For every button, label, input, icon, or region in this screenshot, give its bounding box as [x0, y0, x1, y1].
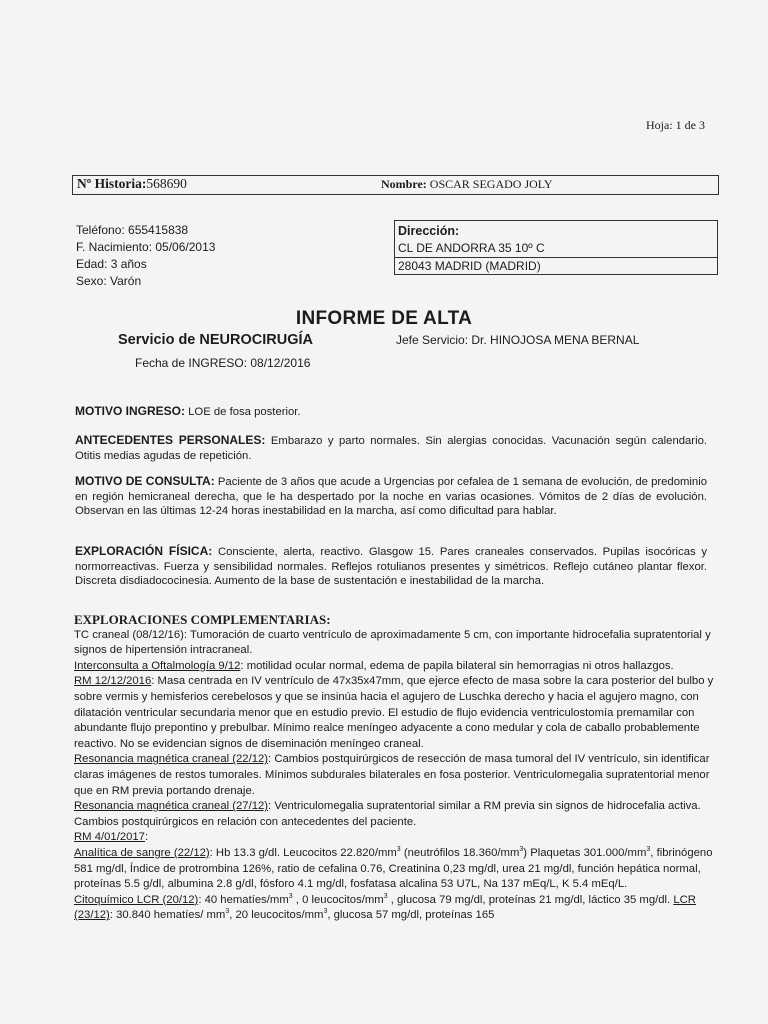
rm-22-12-text: : Cambios postquirúrgicos de resección de masa tumoral del IV ventrículo, sin identificar claras imágenes de restos tumorales. Mínimos subdurales bilaterales en fosa posterior. Ventriculomegalia supratentorial menor que en RM previa portando drenaje.	[74, 753, 710, 797]
patient-details	[76, 222, 215, 290]
address-label: Dirección:	[398, 224, 460, 238]
rm-27-12-text: : Ventriculomegalia supratentorial similar a RM previa sin signos de hidrocefalia activa. Cambios postquirúrgicos en relación con antecedentes del paciente.	[74, 800, 701, 828]
nombre-value: OSCAR SEGADO JOLY	[429, 177, 553, 191]
historia-value: 568690	[146, 176, 187, 191]
rm-12-12-label: RM 12/12/2016	[74, 675, 152, 688]
telefono: Teléfono: 655415838	[76, 223, 189, 237]
antecedentes-section	[75, 433, 707, 463]
citoquimico-label: Citoquímico LCR (20/12)	[74, 893, 199, 906]
superscript: 3	[225, 908, 230, 916]
nombre-label: Nombre:	[381, 177, 427, 191]
address-divider	[395, 257, 717, 258]
lcr-label: LCR (23/12)	[74, 893, 696, 922]
historia-field	[77, 176, 187, 192]
sexo: Sexo: Varón	[76, 274, 142, 288]
tc-craneal: TC craneal (08/12/16): Tumoración de cuarto ventrículo de aproximadamente 5 cm, con importante hidrocefalia supratentorial y signos de hipertensión intracraneal.	[74, 628, 711, 657]
oftalmologia-label: Interconsulta a Oftalmología 9/12	[74, 659, 241, 672]
service-chief: Jefe Servicio: Dr. HINOJOSA MENA BERNAL	[396, 333, 640, 347]
analitica-text-b: (neutrófilos 18.360/mm	[400, 846, 520, 859]
analitica-text-c: ) Plaquetas 301.000/mm	[523, 846, 647, 859]
superscript: 3	[396, 846, 401, 854]
exploracion-label: EXPLORACIÓN FÍSICA:	[75, 544, 213, 558]
citoquimico-lcr	[74, 893, 714, 924]
rm-4-01-text: :	[144, 831, 149, 844]
edad: Edad: 3 años	[76, 257, 147, 271]
superscript: 3	[383, 892, 388, 900]
rm-4-01-label: RM 4/01/2017	[74, 831, 145, 844]
analitica-label: Analítica de sangre (22/12)	[74, 846, 210, 859]
exploracion-section	[75, 544, 707, 589]
citoquimico-text-b: , 0 leucocitos/mm	[292, 893, 384, 906]
page-number: Hoja: 1 de 3	[646, 118, 705, 132]
analitica-text-a: : Hb 13.3 g/dl. Leucocitos 22.820/mm	[209, 846, 397, 859]
address-box	[394, 220, 718, 275]
motivo-consulta-label: MOTIVO DE CONSULTA:	[75, 474, 215, 488]
antecedentes-text: Embarazo y parto normales. Sin alergias conocidas. Vacunación según calendario. Otitis medias agudas de repetición.	[75, 435, 707, 462]
admission-date: Fecha de INGRESO: 08/12/2016	[135, 356, 311, 370]
address-line-2: 28043 MADRID (MADRID)	[398, 259, 541, 273]
address-line-1: CL DE ANDORRA 35 10º C	[398, 241, 545, 255]
lcr-text-c: , glucosa 57 mg/dl, proteínas 165	[327, 909, 495, 922]
fecha-nacimiento: F. Nacimiento: 05/06/2013	[76, 240, 216, 254]
antecedentes-label: ANTECEDENTES PERSONALES:	[75, 433, 266, 447]
oftalmologia	[74, 659, 714, 675]
rm-12-12	[74, 674, 714, 752]
service-name: Servicio de NEUROCIRUGÍA	[118, 332, 313, 348]
motivo-ingreso-label: MOTIVO INGRESO:	[75, 404, 186, 418]
citoquimico-text-a: : 40 hematíes/mm	[198, 893, 289, 906]
report-title: INFORME DE ALTA	[295, 308, 473, 329]
rm-12-12-text: : Masa centrada en IV ventrículo de 47x35x47mm, que ejerce efecto de masa sobre la cara posterior del bulbo y sobre vermis y hemisferios cerebelosos y que se insinúa hacia el agujero de Luschka derecho y hacia el agujero magno, con dilatación ventricular secundaria menor que en estudio previo. El estudio de flujo evidencia ventriculostomía premamilar con abundante flujo prepontino y prebulbar. Mínimo realce meníngeo adyacente a cono medular y cola de caballo probablemente reactivo. No se evidencian signos de diseminación meníngeo craneal.	[74, 675, 714, 750]
analitica-sangre	[74, 846, 714, 893]
nombre-field	[381, 177, 553, 192]
exploracion-text: Consciente, alerta, reactivo. Glasgow 15. Pares craneales conservados. Pupilas isocóricas y normorreactivas. Fuerza y sensibilidad normales. Reflejos rotulianos presentes y simétricos. Reflejo cutáneo plantar flexor. Discreta disdiadococinesia. Aumento de la base de sustentación e inestabilidad de la marcha.	[75, 546, 708, 587]
rm-27-12	[74, 799, 714, 830]
patient-header-box	[72, 175, 719, 195]
historia-label: Nº Historia:	[77, 176, 147, 191]
rm-22-12-label: Resonancia magnética craneal (22/12)	[74, 753, 269, 766]
rm-27-12-label: Resonancia magnética craneal (27/12)	[74, 800, 269, 813]
motivo-consulta-section	[75, 474, 707, 519]
superscript: 3	[288, 892, 293, 900]
rm-22-12	[74, 752, 714, 799]
superscript: 3	[646, 846, 651, 854]
oftalmologia-text: : motilidad ocular normal, edema de papila bilateral sin hemorragias ni otros hallazgos.	[240, 659, 674, 672]
motivo-consulta-text: Paciente de 3 años que acude a Urgencias por cefalea de 1 semana de evolución, de predominio en región hemicraneal derecha, que le ha despertado por la noche en varias ocasiones. Vómitos de 2 días de evolución. Observan en las últimas 12-24 horas inestabilidad en la marcha, así como dificultad para hablar.	[75, 476, 707, 517]
citoquimico-text-c: , glucosa 79 mg/dl, proteínas 21 mg/dl, láctico 35 mg/dl.	[387, 893, 674, 906]
lcr-text-b: , 20 leucocitos/mm	[229, 909, 324, 922]
lcr-text-a: : 30.840 hematíes/ mm	[109, 909, 226, 922]
superscript: 3	[519, 846, 524, 854]
motivo-ingreso-text: LOE de fosa posterior.	[185, 406, 301, 418]
motivo-ingreso-section	[75, 404, 707, 420]
complementarias-section	[74, 612, 714, 924]
superscript: 3	[323, 908, 328, 916]
rm-4-01	[74, 830, 714, 846]
complementarias-header: EXPLORACIONES COMPLEMENTARIAS:	[74, 612, 331, 627]
analitica-text-d: , fibrinógeno 581 mg/dl, Índice de protrombina 126%, ratio de cefalina 0.76, Creatinina 0,23 mg/dl, urea 21 mg/dl, función hepática normal, proteínas 5.5 g/dl, albumina 2.8 g/dl, fósforo 4.1 mg/dl, fosfatasa alcalina 53 U7L, Na 137 mEq/L, K 5.4 mEq/L.	[74, 846, 713, 891]
